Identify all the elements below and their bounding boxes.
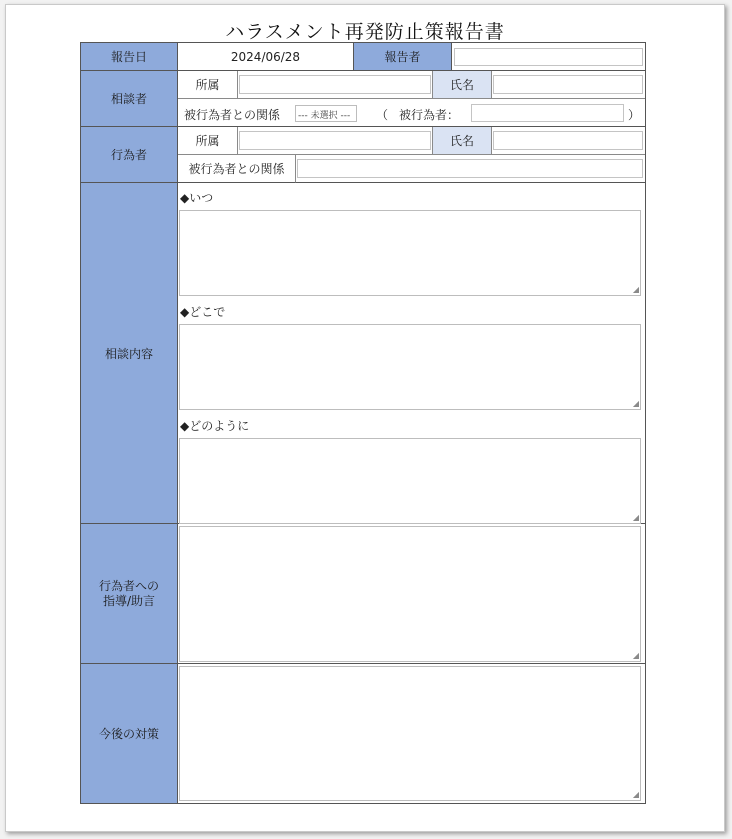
guidance-textarea[interactable] bbox=[179, 526, 641, 662]
resize-grip-icon[interactable]: ◢ bbox=[632, 790, 639, 799]
victim-close-paren: ） bbox=[628, 108, 641, 122]
perpetrator-relation-label: 被行為者との関係 bbox=[178, 155, 296, 183]
consultant-affiliation-cell bbox=[238, 71, 433, 99]
how-textarea[interactable] bbox=[179, 438, 641, 524]
future-textarea[interactable] bbox=[179, 666, 641, 801]
content-area bbox=[178, 183, 645, 524]
perpetrator-relation-input[interactable] bbox=[297, 159, 643, 178]
perpetrator-affiliation-cell bbox=[238, 127, 433, 155]
consultant-relation-row bbox=[178, 99, 645, 127]
page-title: ハラスメント再発防止策報告書 bbox=[225, 21, 505, 43]
when-label: ◆いつ bbox=[180, 191, 214, 205]
victim-open-paren: （ bbox=[376, 108, 389, 122]
how-label: ◆どのように bbox=[180, 419, 250, 433]
reporter-label: 報告者 bbox=[354, 43, 452, 71]
guidance-label-line1: 行為者への bbox=[98, 578, 159, 593]
reporter-input[interactable] bbox=[454, 48, 643, 66]
perpetrator-affiliation-input[interactable] bbox=[239, 131, 431, 150]
perpetrator-relation-cell bbox=[296, 155, 645, 183]
report-date-label: 報告日 bbox=[81, 43, 178, 71]
future-area bbox=[178, 664, 645, 803]
guidance-label-line2: 指導/助言 bbox=[102, 593, 156, 608]
future-label: 今後の対策 bbox=[81, 664, 178, 803]
consultant-relation-label: 被行為者との関係 bbox=[184, 108, 281, 122]
consultant-relation-select[interactable] bbox=[295, 105, 357, 122]
guidance-label bbox=[81, 524, 178, 664]
consultant-affiliation-label: 所属 bbox=[178, 71, 238, 99]
victim-input[interactable] bbox=[471, 104, 624, 122]
consultant-relation-selected: --- 未選択 --- bbox=[298, 111, 351, 121]
guidance-area bbox=[178, 524, 645, 664]
report-date-value: 2024/06/28 bbox=[178, 43, 354, 71]
consultant-affiliation-input[interactable] bbox=[239, 75, 431, 94]
where-label: ◆どこで bbox=[180, 305, 226, 319]
perpetrator-name-input[interactable] bbox=[493, 131, 643, 150]
consultant-name-label: 氏名 bbox=[433, 71, 492, 99]
consultant-label: 相談者 bbox=[81, 71, 178, 127]
reporter-cell bbox=[452, 43, 645, 71]
perpetrator-name-label: 氏名 bbox=[433, 127, 492, 155]
consultant-name-input[interactable] bbox=[493, 75, 643, 94]
perpetrator-affiliation-label: 所属 bbox=[178, 127, 238, 155]
where-textarea[interactable] bbox=[179, 324, 641, 410]
resize-grip-icon[interactable]: ◢ bbox=[632, 513, 639, 522]
perpetrator-label: 行為者 bbox=[81, 127, 178, 183]
resize-grip-icon[interactable]: ◢ bbox=[632, 651, 639, 660]
victim-label: 被行為者： bbox=[399, 108, 460, 122]
perpetrator-name-cell bbox=[492, 127, 645, 155]
report-form bbox=[80, 42, 646, 804]
resize-grip-icon[interactable]: ◢ bbox=[632, 285, 639, 294]
report-page bbox=[5, 4, 725, 832]
when-textarea[interactable] bbox=[179, 210, 641, 296]
resize-grip-icon[interactable]: ◢ bbox=[632, 399, 639, 408]
consultant-name-cell bbox=[492, 71, 645, 99]
content-label: 相談内容 bbox=[81, 183, 178, 524]
